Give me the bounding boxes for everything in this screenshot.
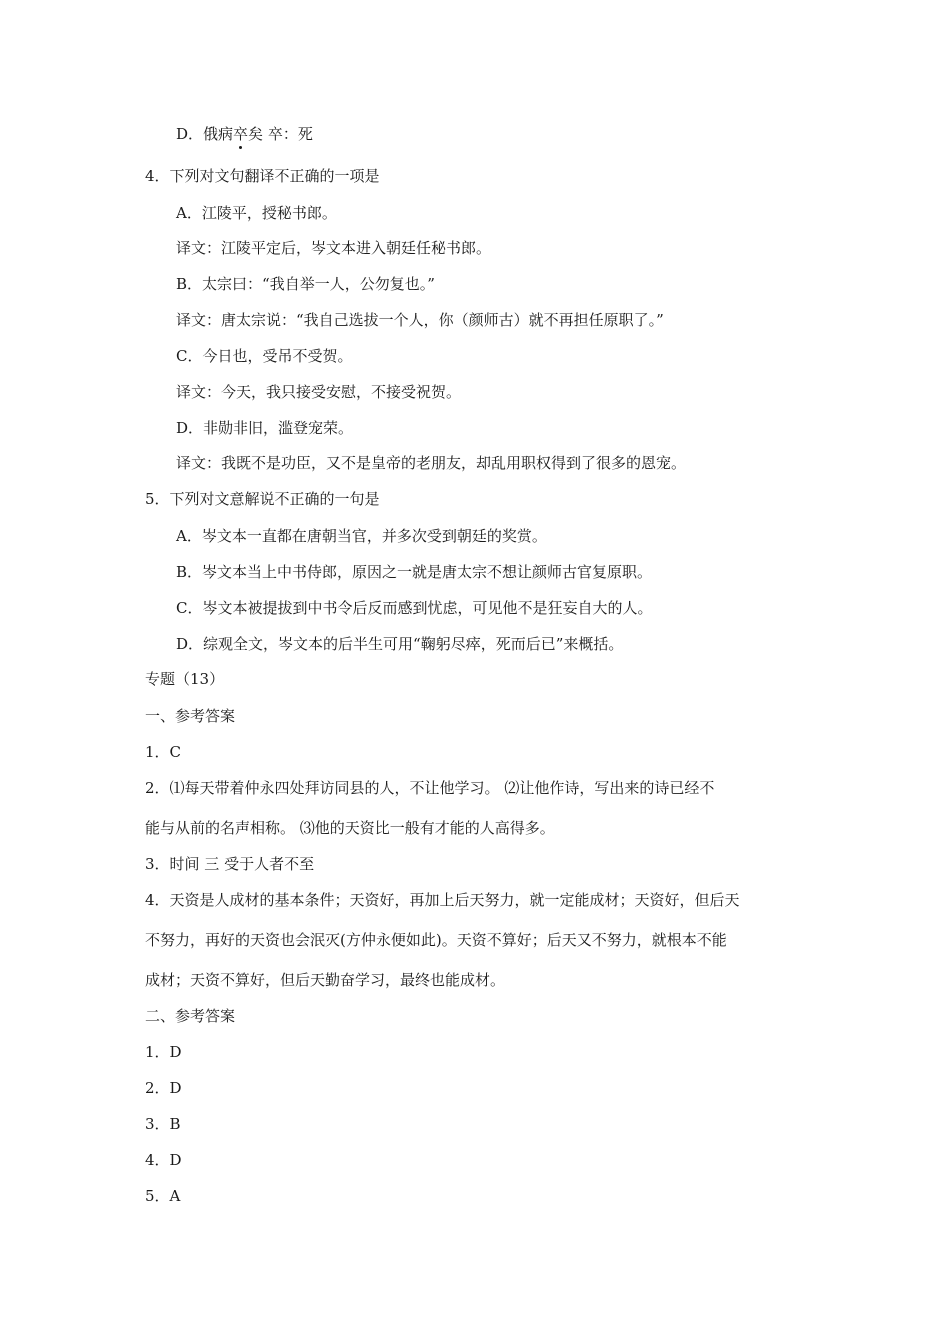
part1-answer-2-line1: 2．⑴每天带着仲永四处拜访同县的人，不让他学习。 ⑵让他作诗，写出来的诗已经不: [145, 779, 715, 797]
q4-option-a-translation: 译文：江陵平定后，岑文本进入朝廷任秘书郎。: [176, 239, 492, 257]
part1-answer-3: 3．时间 三 受于人者不至: [145, 855, 315, 873]
part2-answer-2: 2．D: [145, 1079, 182, 1097]
q4-option-b-translation: 译文：唐太宗说：“我自己选拔一个人，你（颜师古）就不再担任原职了。”: [176, 311, 664, 329]
q5-stem: 5．下列对文意解说不正确的一句是: [145, 490, 380, 508]
emphasis-dot-char: 卒: [233, 125, 249, 143]
part2-answer-5: 5．A: [145, 1187, 181, 1205]
q5-option-c: C．岑文本被提拔到中书令后反而感到忧虑，可见他不是狂妄自大的人。: [176, 599, 653, 617]
part1-answer-4-line3: 成材；天资不算好，但后天勤奋学习，最终也能成材。: [145, 971, 506, 989]
q5-option-d: D．综观全文，岑文本的后半生可用“鞠躬尽瘁，死而后已”来概括。: [176, 635, 624, 653]
topic-heading: 专题（13）: [145, 670, 225, 688]
q5-option-a: A．岑文本一直都在唐朝当官，并多次受到朝廷的奖赏。: [176, 527, 547, 545]
part1-answer-4-line1: 4．天资是人成材的基本条件；天资好，再加上后天努力，就一定能成材；天资好，但后天: [145, 891, 740, 909]
q4-option-b: B．太宗曰：“我自举一人，公勿复也。”: [176, 275, 435, 293]
q3-option-d-prefix: D．俄病: [176, 125, 234, 143]
part2-answer-3: 3．B: [145, 1115, 181, 1133]
part1-answer-2-line2: 能与从前的名声相称。 ⑶他的天资比一般有才能的人高得多。: [145, 819, 555, 837]
q4-option-c-translation: 译文：今天，我只接受安慰，不接受祝贺。: [176, 383, 462, 401]
q4-stem: 4．下列对文句翻译不正确的一项是: [145, 167, 380, 185]
q4-option-a: A．江陵平，授秘书郎。: [176, 204, 337, 222]
q4-option-d-translation: 译文：我既不是功臣，又不是皇帝的老朋友，却乱用职权得到了很多的恩宠。: [176, 454, 687, 472]
q5-option-b: B．岑文本当上中书侍郎，原因之一就是唐太宗不想让颜师古官复原职。: [176, 563, 653, 581]
q4-option-d: D．非勋非旧，滥登宠荣。: [176, 419, 354, 437]
part1-answer-4-line2: 不努力，再好的天资也会泯灭(方仲永便如此)。天资不算好；后天又不努力，就根本不能: [145, 931, 727, 949]
q4-option-c: C．今日也，受吊不受贺。: [176, 347, 353, 365]
part2-answer-1: 1．D: [145, 1043, 182, 1061]
part1-heading: 一、参考答案: [145, 707, 236, 725]
part1-answer-1: 1．C: [145, 743, 182, 761]
q3-option-d-suffix: 矣 卒：死: [248, 125, 313, 143]
part2-heading: 二、参考答案: [145, 1007, 236, 1025]
part2-answer-4: 4．D: [145, 1151, 182, 1169]
q3-option-d: [176, 124, 313, 144]
